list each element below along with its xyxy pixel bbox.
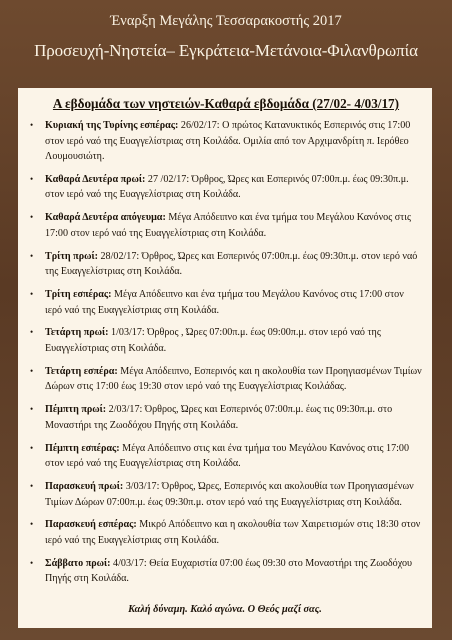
schedule-item-label: Σάββατο πρωί: <box>45 557 111 569</box>
bullet-icon: • <box>30 404 34 415</box>
schedule-item-label: Τετάρτη εσπέρα: <box>45 365 118 377</box>
schedule-item-text: 4/03/17: Θεία Ευχαριστία 07:00 έως 09:30 στο Μοναστήρι της Ζωοδόχου Πηγής στη Κοιλάδα. <box>45 557 413 585</box>
poster-subtitle: Προσευχή-Νηστεία– Εγκράτεια-Μετάνοια-Φιλανθρωπία <box>34 41 418 60</box>
schedule-list <box>30 118 422 587</box>
bullet-icon: • <box>30 173 34 184</box>
schedule-item-text: Μέγα Απόδειπνο και ένα τμήμα του Μεγάλου Κανόνος στις 17:00 στον ιερό ναό της Ευαγγελίστριας στη Κοιλάδα. <box>45 212 411 239</box>
week-title: Α εβδομάδα των νηστειών-Καθαρά εβδομάδα (27/02- 4/03/17) <box>52 96 400 111</box>
schedule-item-text: 26/02/17: Ο πρώτος Κατανυκτικός Εσπερινός στις 17:00 στον ιερό ναό της Ευαγγελίστριας στη Κοιλάδα. Ομιλία από τον Αρχιμανδρίτη π. Ιερόθεο Λουμουσιώτη. <box>45 120 411 162</box>
bullet-icon: • <box>30 120 34 130</box>
schedule-item-text: 1/03/17: Όρθρος , Ώρες 07:00π.μ. έως 09:00π.μ. στον ιερό ναό της Ευαγγελίστριας στη Κοιλάδα. <box>45 327 381 354</box>
schedule-item-label: Πέμπτη πρωί: <box>45 404 107 416</box>
poster-title: Έναρξη Μεγάλης Τεσσαρακοστής 2017 <box>110 13 342 29</box>
schedule-item <box>30 210 422 241</box>
schedule-item <box>30 287 422 318</box>
bullet-icon: • <box>30 327 34 338</box>
schedule-item <box>30 441 422 472</box>
schedule-item-label: Κυριακή της Τυρίνης εσπέρας: <box>45 120 179 131</box>
schedule-item-text: 3/03/17: Όρθρος, Ώρες, Εσπερινός και ακολουθία των Προηγιασμένων Τιμίων Δώρων 07:00π.μ. έως 09:30π.μ. στον ιερό ναό της Ευαγγελίστριας στη Κοιλάδα. <box>45 481 414 508</box>
bullet-icon: • <box>30 442 34 453</box>
bullet-icon: • <box>30 481 34 492</box>
schedule-item <box>30 118 422 165</box>
schedule-item-text: Μέγα Απόδειπνο στις και ένα τμήμα του Μεγάλου Κανόνος στις 17:00 στον ιερό ναό της Ευαγγελίστριας στη Κοιλάδα. <box>45 442 410 470</box>
schedule-item <box>30 172 422 203</box>
schedule-item-label: Τρίτη πρωί: <box>45 250 98 262</box>
bullet-icon: • <box>30 365 34 376</box>
bullet-icon: • <box>30 250 34 261</box>
schedule-item-text: 28/02/17: Όρθρος, Ώρες και Εσπερινός 07:00π.μ. έως 09:30π.μ. στον ιερό ναό της Ευαγγελίστριας στη Κοιλάδα. <box>45 250 418 278</box>
schedule-item-text: 27 /02/17: Όρθρος, Ώρες και Εσπερινός 07:00π.μ. έως 09:30π.μ. στον ιερό ναό της Ευαγγελίστριας στη Κοιλάδα. <box>45 173 409 201</box>
schedule-item <box>30 364 422 395</box>
schedule-item-label: Τετάρτη πρωί: <box>45 327 109 339</box>
bullet-icon: • <box>30 557 34 568</box>
schedule-item <box>30 249 422 280</box>
schedule-item-text: Μέγα Απόδειπνο, Εσπερινός και η ακολουθία των Προηγιασμένων Τιμίων Δώρων στις 17:00 έως 19:30 στον ιερό ναό της Ευαγγελίστριας Κοιλάδας. <box>45 365 422 393</box>
bullet-icon: • <box>30 212 34 223</box>
schedule-item-label: Καθαρά Δευτέρα πρωί: <box>45 173 146 185</box>
bullet-icon: • <box>30 519 34 530</box>
schedule-item <box>30 325 422 356</box>
schedule-item-text: Μέγα Απόδειπνο και ένα τμήμα του Μεγάλου Κανόνος στις 17:00 στον ιερό ναό της Ευαγγελίστριας στη Κοιλάδα. <box>45 289 404 316</box>
schedule-panel <box>18 88 432 628</box>
schedule-item-text: 2/03/17: Όρθρος, Ώρες και Εσπερινός 07:00π.μ. έως τις 09:30π.μ. στο Μοναστήρι της Ζωοδόχου Πηγής στη Κοιλάδα. <box>45 404 393 431</box>
schedule-item-text: Μικρό Απόδειπνο και η ακολουθία των Χαιρετισμών στις 18:30 στον ιερό ναό της Ευαγγελίστριας στη Κοιλάδα. <box>45 519 421 546</box>
schedule-item <box>30 479 422 510</box>
schedule-item <box>30 556 422 587</box>
schedule-item-label: Παρασκευή εσπέρας: <box>45 519 137 531</box>
closing-blessing: Καλή δύναμη. Καλό αγώνα. Ο Θεός μαζί σας. <box>128 604 322 615</box>
bullet-icon: • <box>30 289 34 300</box>
schedule-item <box>30 402 422 433</box>
schedule-item-label: Καθαρά Δευτέρα απόγευμα: <box>45 212 166 224</box>
schedule-item <box>30 517 422 548</box>
schedule-item-label: Παρασκευή πρωί: <box>45 481 124 493</box>
schedule-item-label: Τρίτη εσπέρας: <box>45 289 112 301</box>
schedule-item-label: Πέμπτη εσπέρας: <box>45 442 120 454</box>
